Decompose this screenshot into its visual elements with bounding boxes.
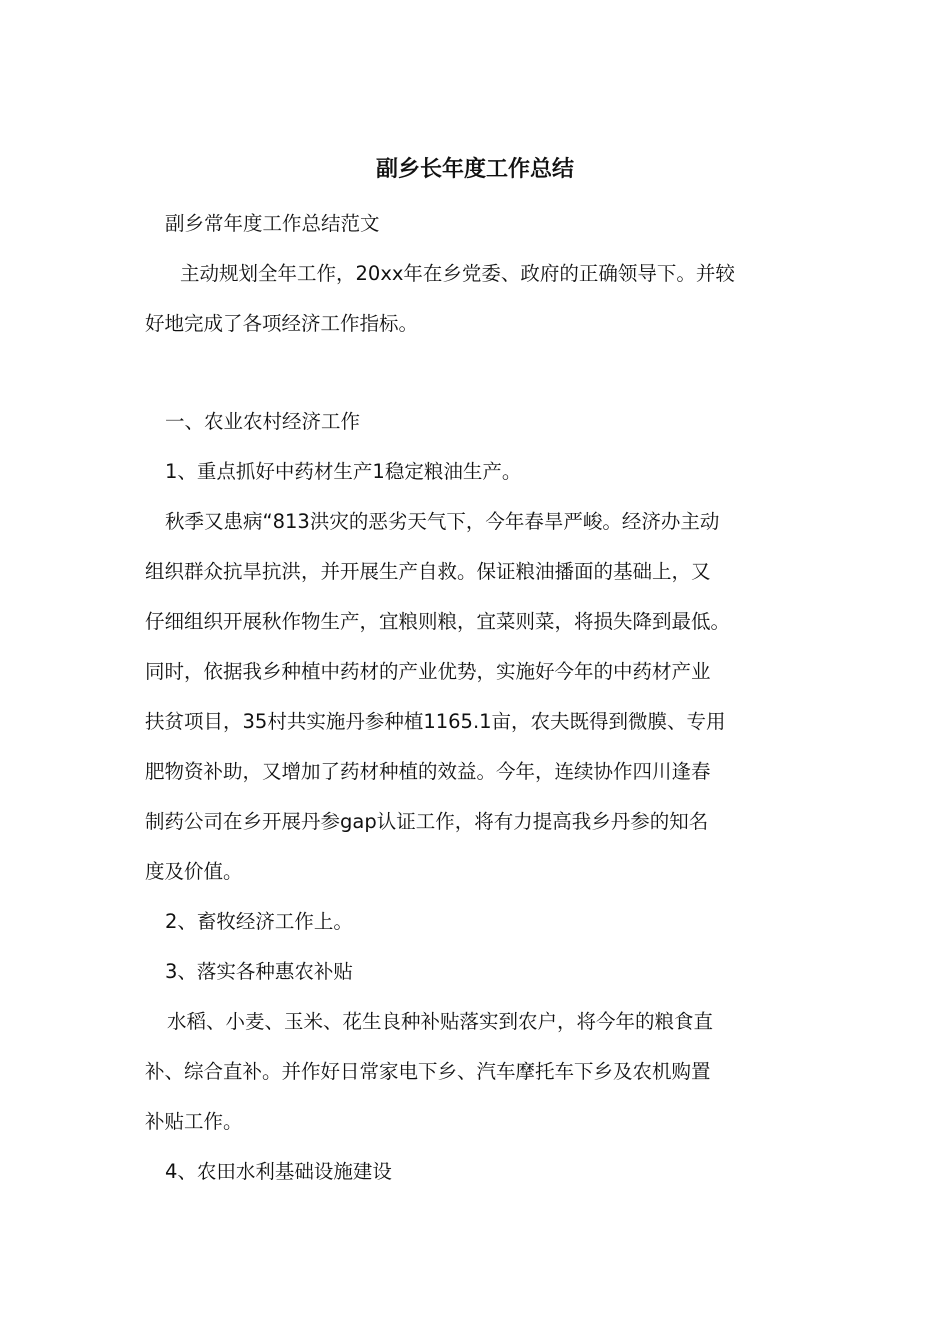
subtitle-line: 副乡常年度工作总结范文 xyxy=(165,212,380,235)
paragraph-line: 水稻、小麦、玉米、花生良种补贴落实到农户，将今年的粮食直 xyxy=(167,1010,714,1033)
paragraph-line: 度及价值。 xyxy=(145,860,243,883)
paragraph-line: 肥物资补助，又增加了药材种植的效益。今年，连续协作四川逢春 xyxy=(145,760,711,783)
subsection-heading: 1、重点抓好中药材生产1稳定粮油生产。 xyxy=(165,460,522,483)
paragraph-line: 仔细组织开展秋作物生产，宜粮则粮，宜菜则菜，将损失降到最低。 xyxy=(145,610,731,633)
paragraph-line: 扶贫项目，35村共实施丹参种植1165.1亩，农夫既得到微膜、专用 xyxy=(145,710,726,733)
paragraph-line: 主动规划全年工作，20xx年在乡党委、政府的正确领导下。并较 xyxy=(180,262,735,285)
paragraph-line: 补贴工作。 xyxy=(145,1110,243,1133)
paragraph-line: 好地完成了各项经济工作指标。 xyxy=(145,312,419,335)
subsection-heading: 2、畜牧经济工作上。 xyxy=(165,910,353,933)
paragraph-line: 秋季又患病“813洪灾的恶劣天气下，今年春旱严峻。经济办主动 xyxy=(165,510,720,533)
paragraph-line: 组织群众抗旱抗洪，并开展生产自救。保证粮油播面的基础上，又 xyxy=(145,560,711,583)
paragraph-line: 补、综合直补。并作好日常家电下乡、汽车摩托车下乡及农机购置 xyxy=(145,1060,711,1083)
paragraph-line: 同时，依据我乡种植中药材的产业优势，实施好今年的中药材产业 xyxy=(145,660,711,683)
subsection-heading: 3、落实各种惠农补贴 xyxy=(165,960,353,983)
paragraph-line: 制药公司在乡开展丹参gap认证工作，将有力提高我乡丹参的知名 xyxy=(145,810,709,833)
section-heading: 一、农业农村经济工作 xyxy=(165,410,361,433)
document-title: 副乡长年度工作总结 xyxy=(375,157,574,182)
subsection-heading: 4、农田水利基础设施建设 xyxy=(165,1160,392,1183)
